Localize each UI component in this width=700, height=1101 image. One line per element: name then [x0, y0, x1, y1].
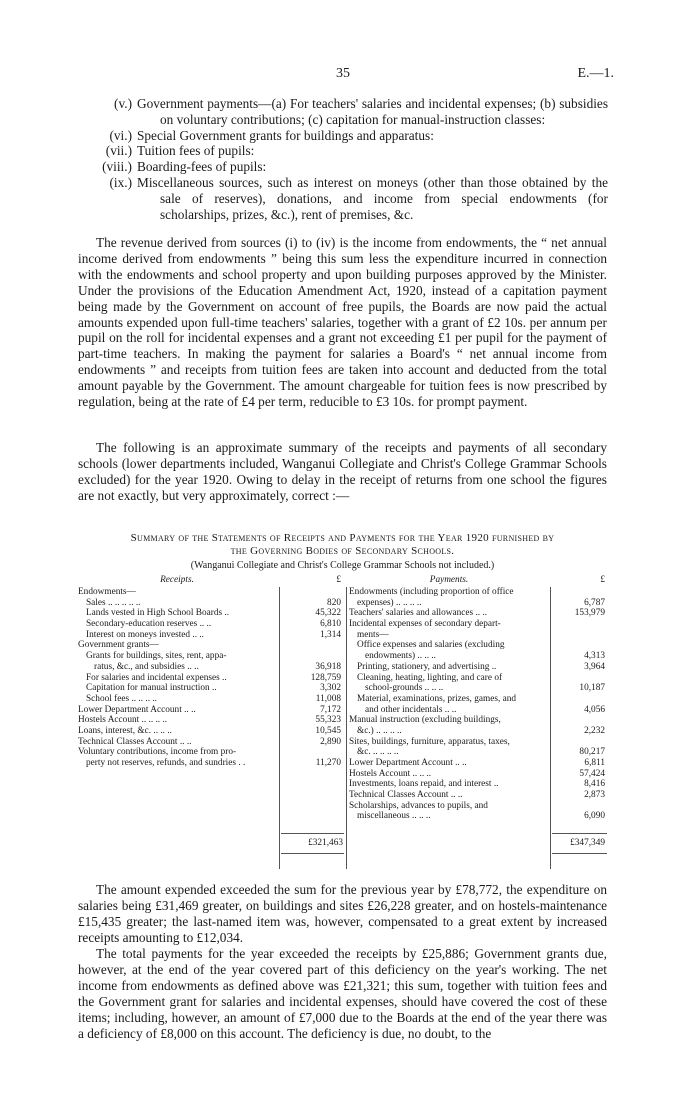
payments-row-label: Printing, stationery, and advertising ..: [357, 661, 497, 672]
payments-row-value: [550, 715, 607, 726]
payments-row-label: miscellaneous .. .. ..: [357, 811, 431, 822]
receipts-row-label: Hostels Account .. .. .. ..: [78, 715, 168, 726]
payments-row-label: endowments) .. .. ..: [365, 651, 437, 662]
receipts-row-label: Secondary-education reserves .. ..: [86, 619, 212, 630]
receipts-values: [276, 575, 343, 769]
receipts-row-value: 6,810: [320, 619, 341, 630]
payments-row-label: Hostels Account .. .. ..: [349, 768, 432, 779]
paragraph-deficiency: The total payments for the year exceeded the receipts by £25,886; Government grants due, however, at the end of the year covered part of this deficiency on the year's working. The net income from endowments as defined above was £21,321; this sum, together with tuition fees and the Government grant for salaries and incidental expenses, should have covered the cost of these items; including, however, an amount of £7,000 due to the Boards at the end of the year there was a deficiency of £8,000 on this account. The deficiency is due, no doubt, to the: [78, 946, 607, 1041]
list-item-text: Tuition fees of pupils:: [137, 143, 255, 159]
payments-row-value: [550, 587, 607, 598]
payments-row-value: 3,964: [584, 661, 605, 672]
payments-row-value: 8,416: [584, 779, 605, 790]
payments-row-value: [550, 801, 607, 812]
paragraph-expenditure: The amount expended exceeded the sum for the previous year by £78,772, the expenditure on salaries being £31,469 greater, on buildings and sites £26,228 greater, and on hostels-maintenance £15,435 greater; the last-named item was, however, compensated to a great extent by increased receipts amounting to £12,034.: [78, 882, 607, 945]
revenue-sources-list: [78, 96, 608, 222]
receipts-row-label: For salaries and incidental expenses ..: [86, 672, 227, 683]
payments-row-label: Scholarships, advances to pupils, and: [349, 800, 488, 811]
receipts-column: [78, 575, 276, 769]
payments-row-value: [550, 673, 607, 684]
payments-row-label: Technical Classes Account .. ..: [349, 790, 463, 801]
column-divider: [346, 587, 347, 869]
receipts-row-value: [276, 651, 343, 662]
payments-row-value: 4,056: [584, 704, 605, 715]
payments-row-label: expenses) .. .. .. ..: [357, 597, 422, 608]
payments-row-label: &c. .. .. .. ..: [357, 747, 399, 758]
receipts-row-value: 2,890: [320, 736, 341, 747]
payments-row-label: ments—: [357, 629, 389, 640]
receipts-row-value: 1,314: [320, 629, 341, 640]
summary-table: [78, 575, 607, 869]
payments-row-value: 4,313: [584, 651, 605, 662]
receipts-row-label: perty not reserves, refunds, and sundries . .: [86, 758, 246, 768]
list-item-text: Special Government grants for buildings and apparatus:: [137, 127, 434, 143]
receipts-row-value: 36,918: [315, 661, 341, 672]
summary-title: [78, 532, 607, 558]
receipts-total-rule: [281, 833, 344, 834]
payments-row-label: Office expenses and salaries (excluding: [357, 640, 505, 651]
list-item-number: (vii.): [105, 143, 132, 159]
summary-note: (Wanganui Collegiate and Christ's College Grammar Schools not included.): [190, 560, 495, 571]
payments-row-label: Teachers' salaries and allowances .. ..: [349, 608, 488, 619]
receipts-row-value: 3,302: [320, 683, 341, 694]
paragraph-summary-intro: The following is an approximate summary of the receipts and payments of all secondary schools (lower departments included, Wanganui Collegiate and Christ's College Grammar Schools excluded) for the year 1920. Owing to delay in the receipt of returns from one school the figures are not exactly, but very approximately, correct :—: [78, 440, 607, 503]
list-item-number: (viii.): [102, 159, 132, 175]
payments-heading: Payments.: [429, 575, 469, 585]
payments-row-value: [550, 630, 607, 641]
payments-row-label: Cleaning, heating, lighting, and care of: [357, 672, 503, 683]
payments-double-rule: [552, 853, 607, 854]
payments-row-value: [550, 737, 607, 748]
payments-row-label: &c.) .. .. .. ..: [357, 725, 402, 736]
receipts-row-label: Grants for buildings, sites, rent, appa-: [86, 651, 227, 662]
payments-row-value: 2,232: [584, 725, 605, 736]
list-item: [78, 159, 608, 175]
list-item-number: (v.): [114, 96, 132, 111]
payments-row-value: 2,873: [584, 790, 605, 801]
receipts-row-label: Voluntary contributions, income from pro-: [78, 747, 237, 758]
receipts-row-label: Capitation for manual instruction ..: [86, 683, 217, 694]
receipts-row-value: 11,270: [315, 758, 341, 768]
receipts-row-value: 7,172: [320, 704, 341, 715]
payments-row-value: 10,187: [579, 683, 605, 694]
payments-row-value: 153,979: [574, 608, 605, 619]
document-code: E.—1.: [577, 66, 614, 81]
payments-row-label: Lower Department Account .. ..: [349, 758, 467, 768]
list-item-text: Boarding-fees of pupils:: [137, 159, 267, 175]
payments-row-value: 80,217: [579, 747, 605, 758]
payments-row-value: 6,787: [584, 597, 605, 608]
receipts-heading: Receipts.: [160, 575, 194, 585]
list-item: [78, 175, 608, 222]
payments-row-label: Incidental expenses of secondary depart-: [349, 619, 501, 630]
column-divider: [279, 587, 280, 869]
receipts-row-value: 128,759: [310, 672, 341, 683]
receipts-row-value: [276, 640, 343, 651]
payments-row-label: Manual instruction (excluding buildings,: [349, 715, 501, 726]
receipts-row-label: Interest on moneys invested .. ..: [86, 629, 204, 640]
column-divider: [550, 587, 551, 869]
list-item-text: Government payments—(a) For teachers' salaries and incidental expenses; (b) subsidies on voluntary contributions; (c) capitation for manual-instruction classes:: [137, 96, 608, 127]
payments-row-label: Sites, buildings, furniture, apparatus, taxes,: [349, 736, 510, 747]
payments-row-label: Material, examinations, prizes, games, and: [357, 693, 517, 704]
list-item-number: (ix.): [109, 174, 132, 190]
receipts-row-label: Lands vested in High School Boards ..: [86, 608, 230, 619]
receipts-row-value: 11,008: [315, 693, 341, 704]
receipts-row-value: 45,322: [315, 608, 341, 619]
receipts-currency: £: [336, 575, 341, 585]
receipts-row-label: Lower Department Account .. ..: [78, 704, 196, 715]
payments-column: [349, 575, 549, 822]
receipts-row-label: School fees .. .. .. ..: [86, 693, 158, 704]
payments-row-label: Investments, loans repaid, and interest ..: [349, 779, 499, 790]
page-header: [0, 66, 700, 82]
list-item: [78, 143, 608, 159]
receipts-row-label: Loans, interest, &c. .. .. ..: [78, 725, 172, 736]
list-item: [78, 96, 608, 128]
list-item: [78, 128, 608, 144]
payments-row-value: [550, 619, 607, 630]
receipts-row-value: [276, 747, 343, 758]
receipts-row-value: 10,545: [315, 725, 341, 736]
payments-row-value: 6,090: [584, 811, 605, 822]
summary-title-line2: the Governing Bodies of Secondary Schools.: [230, 545, 455, 557]
receipts-row-label: Sales .. .. .. .. ..: [86, 597, 141, 608]
payments-row-value: 57,424: [579, 768, 605, 779]
page-number: 35: [336, 66, 350, 81]
receipts-row-value: [276, 587, 343, 598]
list-item-number: (vi.): [109, 127, 132, 143]
payments-row-value: [550, 694, 607, 705]
receipts-row-label: Endowments—: [78, 587, 136, 597]
paragraph-revenue: The revenue derived from sources (i) to (iv) is the income from endowments, the “ net annual income derived from endowments ” being this sum less the expenditure incurred in connection with the endowments and school property and upon building purposes approved by the Minister. Under the provisions of the Education Amendment Act, 1920, instead of a capitation payment being made by the Government on account of free pupils, the Boards are now paid the actual amounts expended upon full-time teachers' salaries, together with a grant of £2 10s. per annum per pupil on the roll for incidental expenses and a grant not exceeding £1 per pupil for the payment of part-time teachers. In making the payment for salaries a Board's “ net annual income from endowments ” and receipts from tuition fees are taken into account and deducted from the total amount payable by the Government. The amount chargeable for tuition fees is now prescribed by regulation, being at the rate of £4 per term, reducible to £3 10s. for prompt payment.: [78, 235, 607, 410]
payments-currency: £: [600, 575, 605, 585]
receipts-row-label: Government grants—: [78, 640, 159, 651]
payments-row-value: [550, 640, 607, 651]
payments-row-label: school-grounds .. .. ..: [365, 683, 444, 694]
payments-total-rule: [552, 833, 607, 834]
receipts-row-value: 820: [327, 597, 341, 608]
payments-row-label: Endowments (including proportion of office: [349, 587, 514, 597]
payments-row-label: and other incidentals .. ..: [365, 704, 457, 715]
receipts-total: £321,463: [308, 838, 343, 848]
receipts-row-label: ratus, &c., and subsidies .. ..: [94, 661, 199, 672]
list-item-text: Miscellaneous sources, such as interest on moneys (other than those obtained by the sale of reserves), donations, and income from special endowments (for scholarships, prizes, &c.), rent of premises, &c.: [137, 174, 608, 222]
payments-values: [550, 575, 607, 822]
receipts-double-rule: [281, 853, 344, 854]
receipts-row-value: 55,323: [315, 715, 341, 726]
receipts-row-label: Technical Classes Account .. ..: [78, 736, 192, 747]
payments-total: £347,349: [570, 838, 605, 848]
payments-row-value: 6,811: [584, 758, 605, 768]
summary-title-line1: Summary of the Statements of Receipts and Payments for the Year 1920 furnished by: [130, 532, 555, 544]
